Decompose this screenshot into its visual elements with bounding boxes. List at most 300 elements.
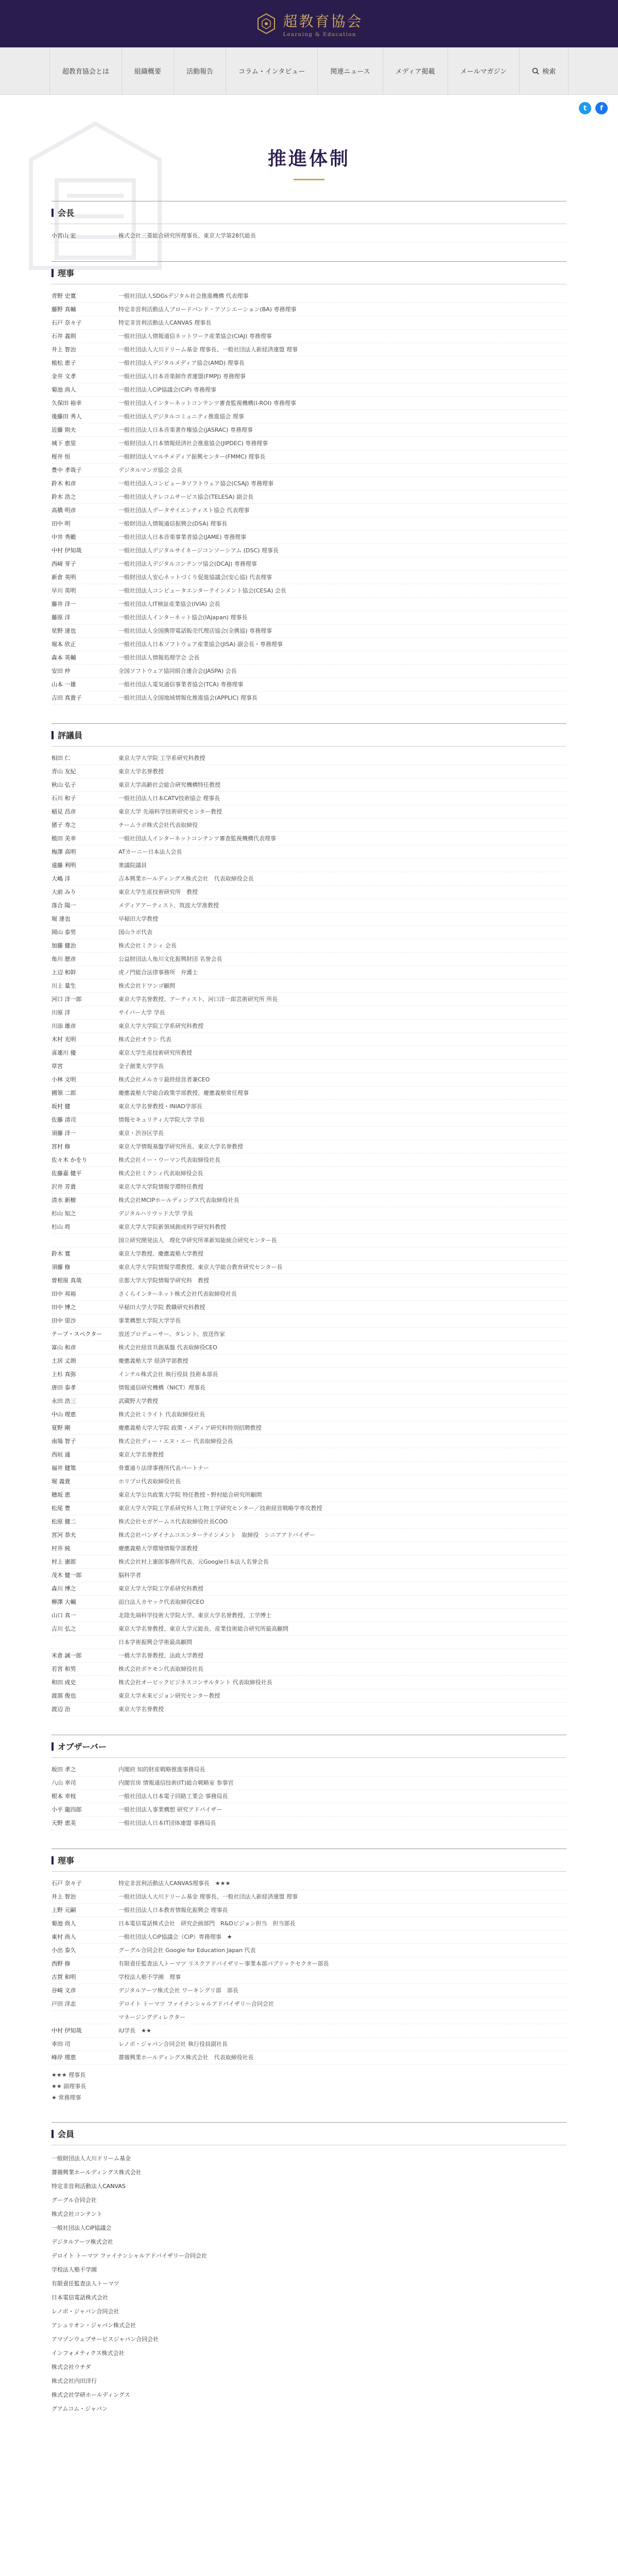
table-row: [52, 290, 566, 303]
person-name: 宮村 修: [52, 1143, 71, 1150]
person-name: 落合 陽一: [52, 902, 76, 909]
person-name: 新倉 英明: [52, 574, 76, 581]
list-item: 特定非営利活動法人CANVAS: [52, 2183, 126, 2190]
person-name: 桜井 恒: [52, 453, 71, 460]
person-affiliation: 一般社団法人日本IT団体連盟 事務局長: [118, 1820, 216, 1826]
person-affiliation: 一般社団法人全国地域情報化推進協会(APPLIC) 理事長: [118, 694, 258, 701]
table-row: [52, 330, 566, 343]
table-row: [52, 966, 566, 979]
person-affiliation: 東京・渋谷区学長: [118, 1130, 164, 1137]
person-name: 猪子 寿之: [52, 822, 76, 828]
person-affiliation: 一般社団法人インターネット協会(IAjapan) 理事長: [118, 614, 248, 621]
person-name: 吉田 真貴子: [52, 694, 82, 701]
table-row: [52, 1689, 566, 1703]
nav-item-organization[interactable]: 組織概要: [122, 47, 174, 95]
person-affiliation: 面白法人カヤック代表取締役CEO: [118, 1599, 204, 1605]
person-name: 川添 雄彦: [52, 1023, 76, 1029]
person-affiliation: 一般社団法人日本音楽著作権協会(JASRAC) 専務理事: [118, 427, 253, 433]
person-affiliation: 株式会社オラシ 代表: [118, 1036, 171, 1043]
table-row: [52, 1381, 566, 1395]
logo-title: 超教育協会: [283, 12, 363, 30]
person-name: 中井 秀範: [52, 534, 76, 540]
board-list: [52, 1872, 566, 2064]
table-row: [52, 691, 566, 705]
table-row: [52, 1087, 566, 1100]
person-name: 後藤田 秀人: [52, 413, 82, 420]
table-row: [52, 1448, 566, 1462]
list-item: アシュリオン・ジャパン株式会社: [52, 2322, 136, 2329]
person-name: 谷崎 文彦: [52, 1987, 76, 1994]
person-name: 西﨑 芽子: [52, 561, 76, 567]
table-row: [52, 899, 566, 912]
search-icon: [532, 67, 539, 75]
logo-emblem-icon: [255, 12, 278, 35]
table-row: [52, 1100, 566, 1113]
person-name: 杉山 将: [52, 1224, 71, 1230]
person-name: 戸田 洋志: [52, 2001, 76, 2007]
table-row: [52, 1046, 566, 1060]
person-affiliation: 慶應義塾大学大学院 政策・メディア研究科特別招聘教授: [118, 1425, 262, 1431]
nav-item-reports[interactable]: 活動報告: [174, 47, 226, 95]
person-affiliation: 慶應義塾大学総合政策学部教授、慶應義塾常任理事: [118, 1090, 249, 1096]
person-name: 峰岸 理恵: [52, 2054, 76, 2061]
table-row: [52, 993, 566, 1006]
person-name: 田中 邦裕: [52, 1291, 76, 1297]
person-name: 田中 博之: [52, 1304, 76, 1311]
note-managing-director: ★ 常務理事: [52, 2094, 81, 2101]
section-board: [52, 1849, 566, 2104]
section-councilors: [52, 723, 566, 1716]
table-row: [52, 859, 566, 872]
site-logo[interactable]: [255, 10, 363, 38]
table-row: [52, 1073, 566, 1087]
table-row: [52, 1287, 566, 1301]
list-item: アマゾンウェブサービスジャパン合同会社: [52, 2336, 159, 2343]
nav-item-news[interactable]: 関連ニュース: [318, 47, 383, 95]
table-row: [52, 819, 566, 832]
person-name: 須藤 修: [52, 1264, 71, 1270]
table-row: [52, 979, 566, 993]
person-affiliation: 株式会社メルカリ最終経営者兼CEO: [118, 1076, 210, 1083]
table-row: [52, 490, 566, 504]
person-name: 小林 文明: [52, 1076, 76, 1083]
person-affiliation: 一般社団法人インターネットコンテンツ審査監視機構代表理事: [118, 835, 277, 842]
person-affiliation: 武蔵野大学教授: [118, 1398, 158, 1404]
person-affiliation: 慶應義塾大学 経済学部教授: [118, 1358, 188, 1364]
person-name: 宮河 恭夫: [52, 1532, 76, 1538]
table-row: [52, 1582, 566, 1596]
table-row: [52, 1790, 566, 1803]
person-affiliation: 全国ソフトウェア協同組合連合会(JASPA) 会長: [118, 668, 237, 674]
person-name: 堀本 欣正: [52, 641, 76, 648]
person-affiliation: 株式会社村上憲郎事務所代表、元Google日本法人名誉会長: [118, 1558, 269, 1565]
note-chairman: ★★★ 理事長: [52, 2072, 86, 2078]
person-affiliation: 一般社団法人日本音楽制作者連盟(FMPJ) 専務理事: [118, 373, 246, 380]
person-name: 豊中 孝哉子: [52, 467, 82, 473]
person-affiliation: 一橋大学名誉教授、法政大学教授: [118, 1652, 203, 1659]
board-notes: [52, 2064, 566, 2104]
person-name: 稲見 昌彦: [52, 808, 76, 815]
person-affiliation: 日本電信電話株式会社 研究企画部門 R&Dビジョン担当 担当部長: [118, 1920, 296, 1927]
person-affiliation: 株式会社セガゲームス代表取締役社長COO: [118, 1518, 228, 1525]
share-buttons: [579, 102, 608, 114]
person-affiliation: レノボ・ジャパン合同会社 執行役員副社長: [118, 2041, 228, 2047]
table-row: [52, 1997, 566, 2011]
table-row: [52, 1006, 566, 1020]
person-name: 青野 史寛: [52, 293, 76, 299]
list-item: 株式会社学研ホールディングス: [52, 2392, 130, 2398]
table-row: [52, 752, 566, 765]
table-row: [52, 2024, 566, 2038]
table-row: [52, 1328, 566, 1341]
table-row: [52, 1033, 566, 1046]
person-name: 西垣 通: [52, 1451, 71, 1458]
person-name: 渡辺 治: [52, 1706, 71, 1713]
person-name: 村井 純: [52, 1545, 71, 1552]
person-name: 喜連川 優: [52, 1049, 76, 1056]
person-affiliation: 東京大学名誉教授、アーティスト、河口洋一郎芸術研究所 所長: [118, 996, 278, 1003]
list-item: 株式会社ウチダ: [52, 2364, 91, 2370]
table-row: [52, 1167, 566, 1180]
person-name: 木村 光明: [52, 1036, 76, 1043]
person-affiliation: 一般社団法人コンピュータソフトウェア協会(CSAJ) 専務理事: [118, 480, 273, 487]
person-name: 佐藤 清司: [52, 1116, 76, 1123]
section-heading: 会員: [58, 2129, 75, 2139]
councilors-list: [52, 747, 566, 1716]
person-name: 田中 明: [52, 520, 71, 527]
table-row: [52, 1676, 566, 1689]
table-row: [52, 611, 566, 624]
person-name: 田中 里沙: [52, 1317, 76, 1324]
table-row: [52, 504, 566, 517]
section-members: [52, 2122, 566, 2416]
person-name: 遠藤 利明: [52, 862, 76, 869]
person-affiliation: 東京大学高齢社会総合研究機構特任教授: [118, 782, 220, 788]
person-name: 久保田 裕幸: [52, 400, 82, 406]
nav-search[interactable]: [520, 47, 569, 95]
person-name: 佐藤嘉 健平: [52, 1170, 82, 1177]
person-affiliation: iU学長 ★★: [118, 2027, 151, 2034]
person-affiliation: 株式会社ディー・エヌ・エー 代表取締役会長: [118, 1438, 233, 1445]
person-name: 福井 健策: [52, 1465, 76, 1471]
person-name: 河口 洋一郎: [52, 996, 82, 1003]
table-row: [52, 1502, 566, 1515]
person-affiliation: 一般社団法人デジタルサイネージコンソーシアム (DSC) 理事長: [118, 547, 279, 554]
table-row: [52, 1154, 566, 1167]
person-affiliation: 東京大学公共政策大学院 特任教授・野村総合研究所顧問: [118, 1492, 262, 1498]
table-row: [52, 1971, 566, 1984]
person-name: 岡山 泰男: [52, 929, 76, 936]
person-name: 藤井 洋一: [52, 601, 76, 607]
table-row: [52, 410, 566, 423]
person-name: 城下 恵里: [52, 440, 76, 447]
person-name: 菊池 尚人: [52, 1920, 76, 1927]
person-affiliation: 東京大学大学院工学系研究科教授: [118, 1585, 203, 1592]
person-affiliation: 早稲田大学大学院 教職研究科教授: [118, 1304, 205, 1311]
person-affiliation: 一般社団法人テレコムサービス協会(TELESA) 副会長: [118, 494, 254, 500]
person-affiliation: 一般財団法人日本情報経済社会推進協会(JIPDEC) 専務理事: [118, 440, 268, 447]
person-affiliation: 京都大学大学院情報学研究科 教授: [118, 1277, 209, 1284]
twitter-share-icon[interactable]: t: [579, 102, 591, 114]
table-row: [52, 953, 566, 966]
person-name: 小出 泰久: [52, 1947, 76, 1954]
nav-item-newsletter[interactable]: メールマガジン: [448, 47, 520, 95]
person-name: 安田 仲: [52, 668, 71, 674]
person-name: 鈴木 寛: [52, 1250, 71, 1257]
nav-item-about[interactable]: 超教育協会とは: [49, 47, 122, 95]
person-affiliation: 国山ラボ代表: [118, 929, 152, 936]
person-affiliation: マネージングディレクター: [118, 2014, 185, 2021]
person-name: 國領 二郎: [52, 1090, 76, 1096]
person-affiliation: 一般社団法人情報処理学会 会長: [118, 654, 200, 661]
table-row: [52, 1555, 566, 1569]
person-affiliation: 一般社団法人IT検証産業協会(IVIA) 会長: [118, 601, 220, 607]
main-nav: [0, 47, 618, 95]
section-heading: 会長: [58, 208, 75, 218]
person-affiliation: メディアアーティスト、筑波大学准教授: [118, 902, 219, 909]
table-row: [52, 437, 566, 450]
table-row: [52, 1341, 566, 1354]
person-name: 沢井 芳貴: [52, 1183, 76, 1190]
table-row: [52, 598, 566, 611]
facebook-share-icon[interactable]: f: [595, 102, 608, 114]
person-affiliation: 株式会社ミクシィ代表取締役会長: [118, 1170, 203, 1177]
person-affiliation: 日本学術振興会学術最高顧問: [118, 1639, 192, 1646]
person-affiliation: 一般社団法人デジタルコンテンツ協会(DCAJ) 専務理事: [118, 561, 257, 567]
list-item: 学校法人塾不学園: [52, 2266, 97, 2273]
person-affiliation: 一般社団法人事業構想 研究アドバイザー: [118, 1806, 222, 1813]
person-name: 藤野 真輔: [52, 306, 76, 313]
person-affiliation: 一般社団法人日本教育情報化振興会 理事長: [118, 1907, 228, 1913]
person-affiliation: 一般財団法人安心ネットづくり促進協議会(安心協) 代表理事: [118, 574, 272, 581]
table-row: [52, 1529, 566, 1542]
table-row: [52, 1984, 566, 1997]
person-name: 上杉 真弥: [52, 1371, 76, 1378]
table-row: [52, 2038, 566, 2051]
list-item: 日本電信電話株式会社: [52, 2294, 108, 2301]
table-row: [52, 678, 566, 691]
section-president: [52, 201, 566, 243]
person-affiliation: 内閣官房 情報通信技術(IT)総合戦略室 参事官: [118, 1780, 234, 1786]
person-affiliation: 東京大学教授、慶應義塾大学教授: [118, 1250, 203, 1257]
table-row: [52, 1020, 566, 1033]
table-row: [52, 1817, 566, 1830]
person-affiliation: 東京大学情報基盤学研究所長、東京大学名誉教授: [118, 1143, 243, 1150]
person-affiliation: デロイト トーマツ ファイナンシャルアドバイザリー合同会社: [118, 2001, 274, 2007]
person-name: 天野 恵美: [52, 1820, 76, 1826]
person-name: 角川 歴彦: [52, 956, 76, 962]
table-row: [52, 1301, 566, 1314]
table-row: [52, 1060, 566, 1073]
person-name: 夏野 剛: [52, 1425, 71, 1431]
person-affiliation: 一般社団法人デジタルコミュニティ推進協会 理事: [118, 413, 244, 420]
table-row: [52, 1368, 566, 1381]
person-affiliation: 一般社団法人インターネットコンテンツ審査監視機構(I-ROI) 専務理事: [118, 400, 296, 406]
table-row: [52, 1475, 566, 1488]
person-affiliation: 一般社団法人日本ソフトウェア産業協会(JISA) 副会長・専務理事: [118, 641, 283, 648]
table-row: [52, 477, 566, 490]
person-name: 鈴木 浩之: [52, 494, 76, 500]
table-row: [52, 464, 566, 477]
person-affiliation: 有限責任監査法人トーマツ リスクアドバイザリー事業本部パブリックセクター部長: [118, 1960, 329, 1967]
person-affiliation: 早稲田大学教授: [118, 916, 158, 922]
members-list: [52, 2145, 566, 2416]
table-row: [52, 926, 566, 939]
page-title: 推進体制: [267, 148, 350, 170]
person-affiliation: ATカーニー日本法人会長: [118, 849, 182, 855]
person-name: 石戸 奈々子: [52, 1880, 82, 1887]
table-row: [52, 1127, 566, 1140]
person-name: 大嶋 洋: [52, 875, 71, 882]
person-affiliation: 特定非営利活動法人CANVAS理事長 ★★★: [118, 1880, 231, 1887]
list-item: デジタルアーツ株式会社: [52, 2239, 113, 2245]
person-name: 若宮 和男: [52, 1666, 76, 1672]
table-row: [52, 1776, 566, 1790]
person-affiliation: 一般社団法人CiP協議会(CiP) 専務理事: [118, 386, 216, 393]
person-affiliation: デジタルハリウッド大学 学長: [118, 1210, 193, 1217]
person-name: 土居 丈朗: [52, 1358, 76, 1364]
person-name: 井上 智治: [52, 346, 76, 353]
person-name: 植松 恵子: [52, 360, 76, 366]
person-affiliation: 東京大学 先端科学技術研究センター教授: [118, 808, 222, 815]
person-affiliation: 東京大学名誉教授: [118, 1706, 164, 1713]
person-name: 梅澤 高明: [52, 849, 76, 855]
person-name: 坂田 孝之: [52, 1766, 76, 1773]
table-row: [52, 1421, 566, 1435]
table-row: [52, 665, 566, 678]
table-row: [52, 1395, 566, 1408]
table-row: [52, 939, 566, 953]
list-item: 有限責任監査法人トーマツ: [52, 2280, 119, 2287]
person-affiliation: 骨董通り法律事務所代表パートナー: [118, 1465, 209, 1471]
person-affiliation: 一般社団法人デジタルメディア協会(AMD) 理事長: [118, 360, 245, 366]
table-row: [52, 1140, 566, 1154]
nav-item-media[interactable]: メディア掲載: [383, 47, 448, 95]
list-item: 株式会社コンテント: [52, 2211, 102, 2217]
person-affiliation: 衆議院議員: [118, 862, 147, 869]
person-name: 古賀 和明: [52, 1974, 76, 1980]
person-name: テーブ・スペクター: [52, 1331, 102, 1337]
person-name: 鈴木 和彦: [52, 480, 76, 487]
table-row: [52, 651, 566, 665]
person-name: 森本 英輔: [52, 654, 76, 661]
table-row: [52, 805, 566, 819]
person-affiliation: 一般社団法人大川ドリーム基金 理事長、一般社団法人新経済連盟 理事: [118, 346, 298, 353]
person-affiliation: 国立研究開発法人 理化学研究所革新知能統合研究センター長: [118, 1237, 277, 1244]
person-name: 唐田 泰孝: [52, 1384, 76, 1391]
person-name: 中村 伊知哉: [52, 547, 82, 554]
person-affiliation: 薔薇興業ホールディングス株式会社 代表取締役社長: [118, 2054, 254, 2061]
person-name: 草宮: [52, 1063, 63, 1070]
person-name: 松原 健二: [52, 1518, 76, 1525]
person-name: 南場 智子: [52, 1438, 76, 1445]
table-row: [52, 1703, 566, 1716]
section-heading: 理事: [58, 1856, 75, 1866]
person-name: 菊池 尚人: [52, 386, 76, 393]
person-name: 石井 義則: [52, 333, 76, 340]
table-row: [52, 1663, 566, 1676]
table-row: [52, 1636, 566, 1649]
person-affiliation: ホリプロ代表取締役社長: [118, 1478, 181, 1485]
table-row: [52, 1515, 566, 1529]
president-list: [52, 224, 566, 243]
person-affiliation: 東京大学大学院工学系研究科教授: [118, 1023, 203, 1029]
person-name: [52, 2011, 118, 2024]
table-row: [52, 1314, 566, 1328]
table-row: [52, 1194, 566, 1207]
person-name: 堀 達也: [52, 916, 71, 922]
person-name: 幸田 司: [52, 2041, 71, 2047]
person-affiliation: デジタルアーツ株式会社 ワーキングリ部 部長: [118, 1987, 238, 1994]
table-row: [52, 872, 566, 886]
list-item: グアムコム・ジャパン: [52, 2405, 108, 2412]
person-affiliation: 東京大学大学院情報学環教授、東京大学総合教育研究センター長: [118, 1264, 283, 1270]
list-item: グーグル合同会社: [52, 2197, 97, 2204]
table-row: [52, 303, 566, 316]
person-name: 小宮山 宏: [52, 232, 76, 239]
person-name: 高橋 明彦: [52, 507, 76, 514]
person-name: 富山 和彦: [52, 1344, 76, 1351]
table-row: [52, 1435, 566, 1448]
person-affiliation: 株式会社オービックビジネスコンサルタント 代表取締役社長: [118, 1679, 272, 1686]
table-row: [52, 2011, 566, 2024]
directors-list: [52, 284, 566, 705]
list-item: 一般社団法人CiP協議会: [52, 2225, 112, 2231]
person-name: 植田 美幸: [52, 835, 76, 842]
person-affiliation: 公益財団法人角川文化振興財団 名誉会長: [118, 956, 222, 962]
person-affiliation: 東京大学未来ビジョン研究センター教授: [118, 1692, 220, 1699]
person-affiliation: 虎ノ門総合法律事務所 弁護士: [118, 969, 198, 976]
list-item: 薔薇興業ホールディングス株式会社: [52, 2169, 142, 2176]
list-item: 一般財団法人大川ドリーム基金: [52, 2155, 131, 2162]
person-affiliation: 株式会社三菱総合研究所理事長、東京大学第28代総長: [118, 232, 256, 239]
person-affiliation: 特定非営利活動法人CANVAS 理事長: [118, 319, 212, 326]
person-affiliation: 株式会社ミクシィ 会長: [118, 942, 177, 949]
table-row: [52, 450, 566, 464]
person-affiliation: インテル株式会社 執行役員 技術本部長: [118, 1371, 218, 1378]
person-affiliation: 脳科学者: [118, 1572, 141, 1579]
site-header: [0, 0, 618, 47]
table-row: [52, 832, 566, 845]
table-row: [52, 370, 566, 383]
person-affiliation: 情報セキュリティ大学院大学 学長: [118, 1116, 205, 1123]
person-affiliation: 東京大学大学院新領域創成科学研究科教授: [118, 1224, 226, 1230]
logo-subtitle: Learning & Education: [283, 31, 356, 38]
person-name: 穂坂 恵: [52, 1492, 71, 1498]
person-affiliation: チームラボ株式会社代表取締役: [118, 822, 198, 828]
table-row: [52, 1207, 566, 1221]
person-affiliation: 放送プロデューサー、タレント、放送作家: [118, 1331, 225, 1337]
person-name: 佐々木 かをり: [52, 1157, 88, 1163]
person-name: 渡部 俊也: [52, 1692, 76, 1699]
person-name: 中村 伊知哉: [52, 2027, 82, 2034]
person-name: 清水 新樹: [52, 1197, 76, 1204]
section-directors: [52, 261, 566, 705]
table-row: [52, 423, 566, 437]
table-row: [52, 1622, 566, 1636]
person-affiliation: 一般社団法人SDGsデジタル社会推進機構 代表理事: [118, 293, 249, 299]
table-row: [52, 638, 566, 651]
person-affiliation: 東京大学大学院 工学系研究科教授: [118, 755, 205, 761]
person-name: 加藤 健治: [52, 942, 76, 949]
person-affiliation: 東京大学大学院工学系研究科人工物工学研究センター／技術経営戦略学専攻教授: [118, 1505, 322, 1512]
table-row: [52, 1234, 566, 1247]
person-affiliation: 内閣府 知的財産戦略推進事務局長: [118, 1766, 205, 1773]
person-name: 吉川 弘之: [52, 1625, 76, 1632]
person-name: 石川 和子: [52, 795, 76, 802]
table-row: [52, 517, 566, 531]
nav-item-columns[interactable]: コラム・インタビュー: [226, 47, 318, 95]
